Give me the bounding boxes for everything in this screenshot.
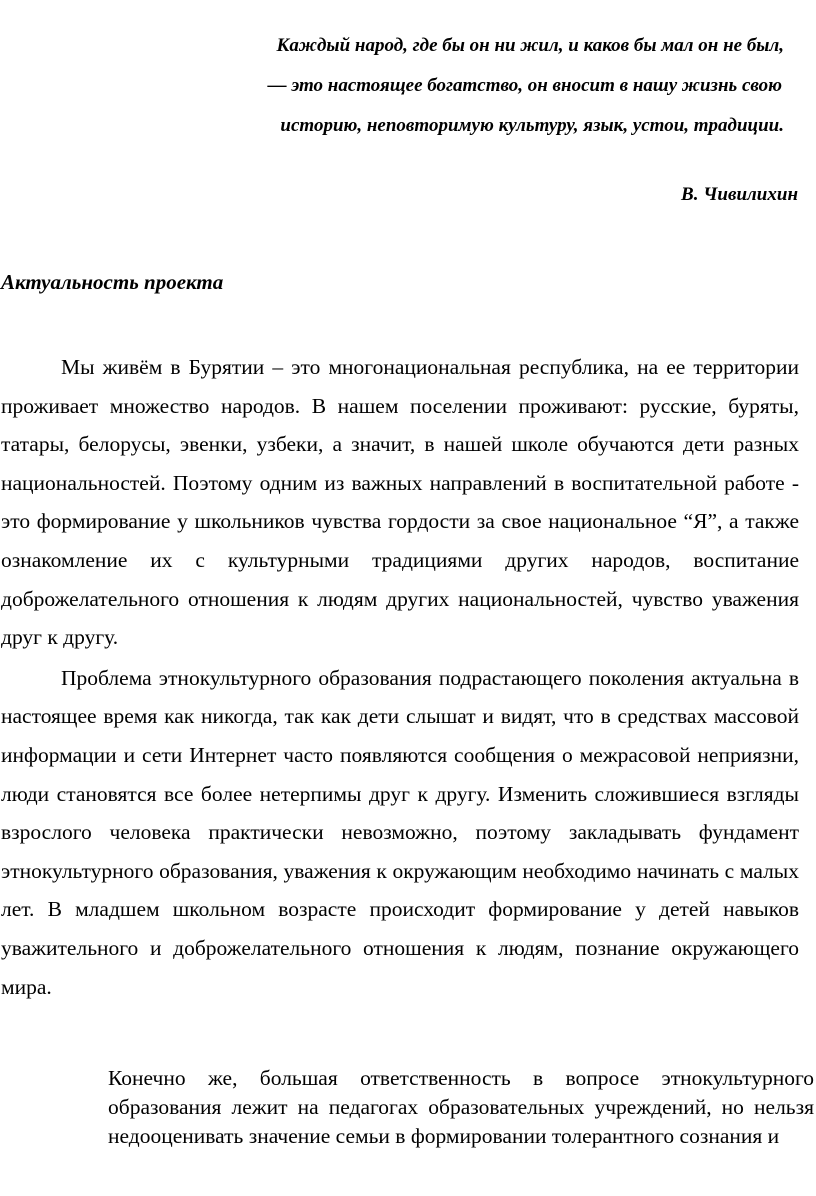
epigraph-line: Каждый народ, где бы он ни жил, и каков бы мал он не был, xyxy=(276,35,784,56)
epigraph xyxy=(179,26,799,146)
paragraph: Проблема этнокультурного образования подрастающего поколения актуальна в настоящее время как никогда, так как дети слышат и видят, что в средствах массовой информации и сети Интернет часто появляются сообщения о межрасовой неприязни, люди становятся все более нетерпимы друг к другу. Изменить сложившиеся взгляды взрослого человека практически невозможно, поэтому закладывать фундамент этнокультурного образования, уважения к окружающим необходимо начинать с малых лет. В младшем школьном возрасте происходит формирование у детей навыков уважительного и доброжелательного отношения к людям, познание окружающего мира. xyxy=(1,665,799,999)
paragraph: Конечно же, большая ответственность в вопросе этнокультурного образования лежит на педагогах образовательных учреждений, но нельзя недооценивать значение семьи в формировании толерантного сознания и xyxy=(108,1066,814,1148)
epigraph-author: В. Чивилихин xyxy=(681,184,798,205)
paragraph: Мы живём в Бурятии – это многонациональная республика, на ее территории проживает множество народов. В нашем поселении проживают: русские, буряты, татары, белорусы, эвенки, узбеки, а значит, в нашей школе обучаются дети разных национальностей. Поэтому одним из важных направлений в воспитательной работе - это формирование у школьников чувства гордости за свое национальное “Я”, а также ознакомление их с культурными традициями других народов, воспитание доброжелательного отношения к людям других национальностей, чувство уважения друг к другу. xyxy=(1,355,799,650)
closing-paragraph-block xyxy=(108,1064,814,1151)
section-title: Актуальность проекта xyxy=(1,270,224,294)
body-text xyxy=(1,348,799,1006)
epigraph-line: — это настоящее богатство, он вносит в нашу жизнь свою xyxy=(267,75,782,96)
epigraph-line: историю, неповторимую культуру, язык, устои, традиции. xyxy=(280,115,784,136)
